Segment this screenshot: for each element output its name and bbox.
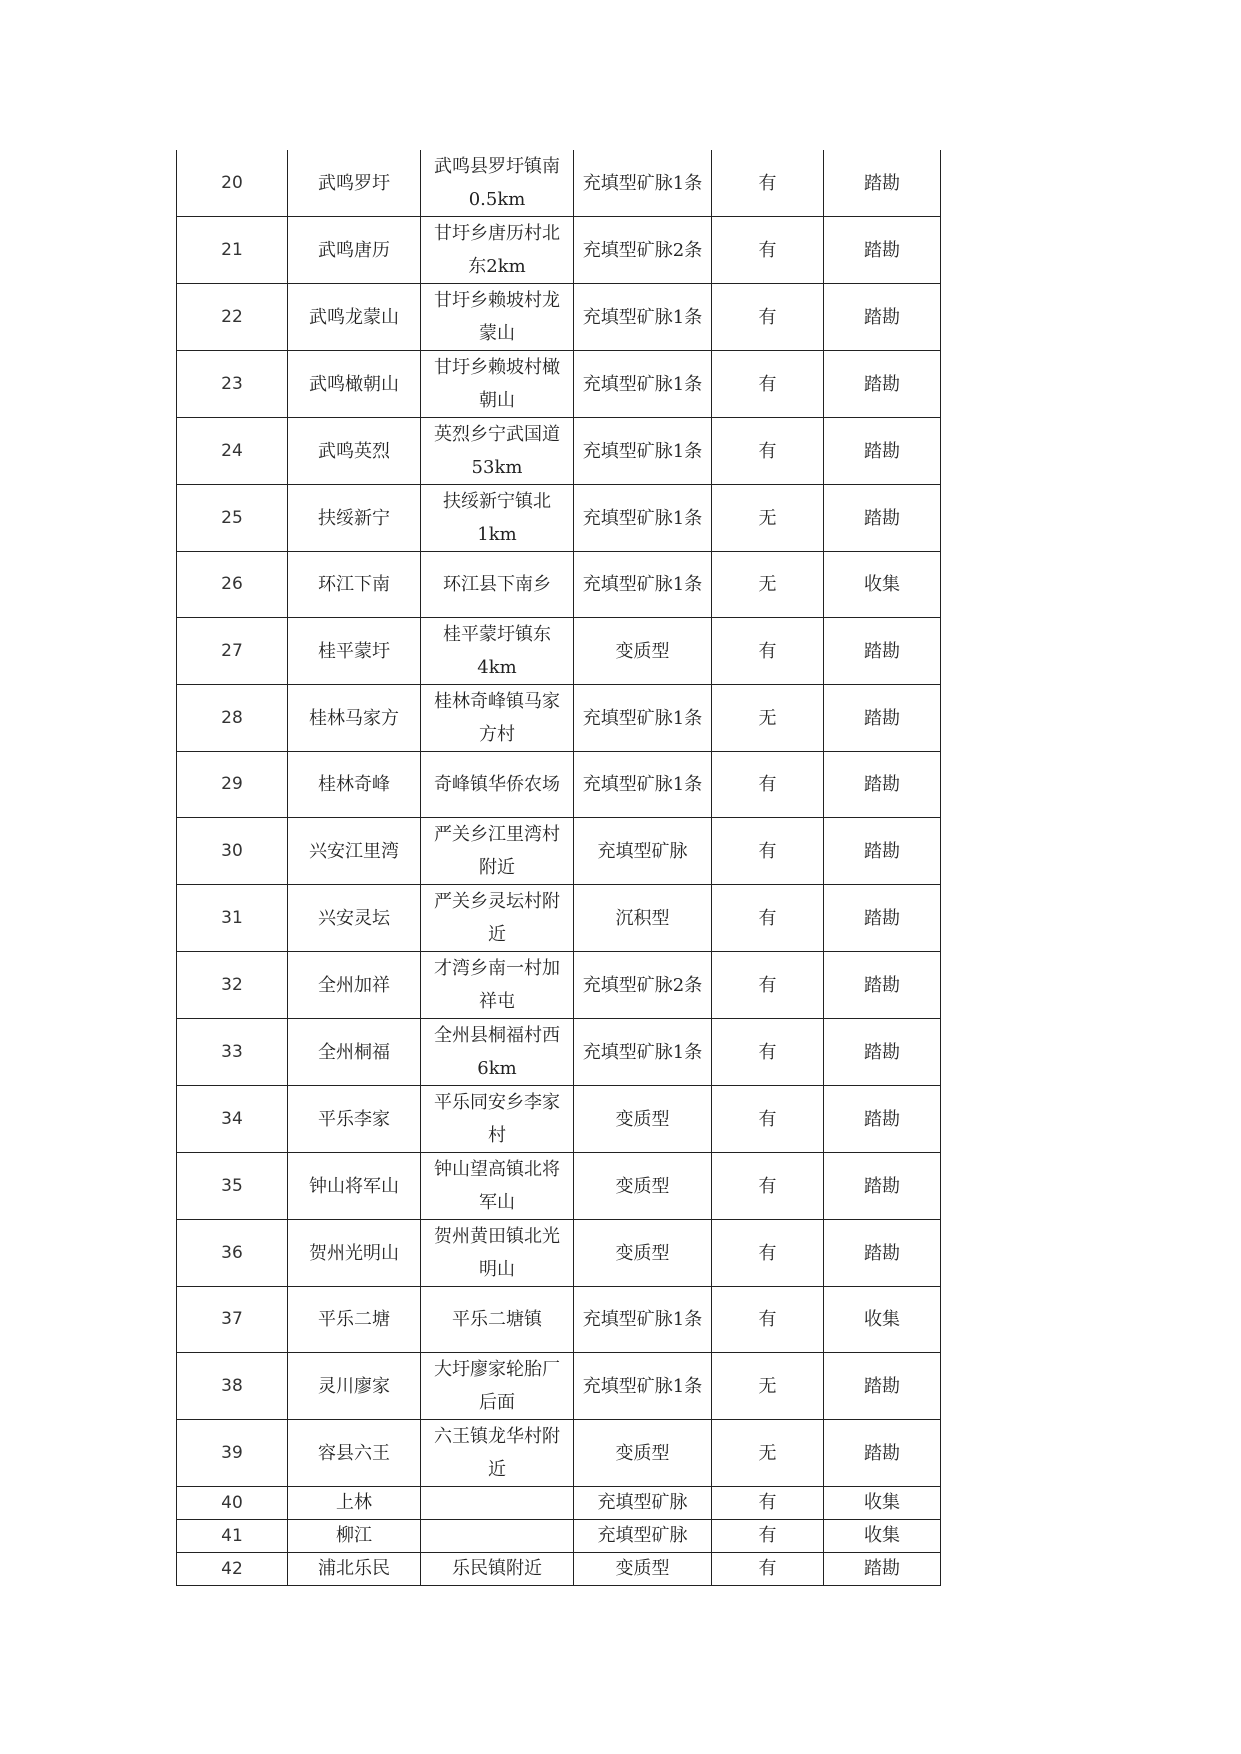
deposit-type-cell: 充填型矿脉1条 xyxy=(574,1287,712,1353)
availability-cell: 有 xyxy=(712,418,824,485)
deposit-type-cell: 充填型矿脉1条 xyxy=(574,752,712,818)
table-row xyxy=(177,150,941,217)
row-number-cell: 34 xyxy=(177,1086,288,1153)
availability-cell: 有 xyxy=(712,351,824,418)
availability-cell: 无 xyxy=(712,485,824,552)
availability-cell: 有 xyxy=(712,752,824,818)
location-cell: 严关乡江里湾村附近 xyxy=(421,818,574,885)
availability-cell: 有 xyxy=(712,150,824,217)
table-row xyxy=(177,1220,941,1287)
deposit-type-cell: 变质型 xyxy=(574,1086,712,1153)
site-name-cell: 平乐二塘 xyxy=(288,1287,421,1353)
location-cell: 扶绥新宁镇北1km xyxy=(421,485,574,552)
location-cell: 环江县下南乡 xyxy=(421,552,574,618)
table-row xyxy=(177,685,941,752)
availability-cell: 有 xyxy=(712,1153,824,1220)
work-status-cell: 踏勘 xyxy=(824,1353,941,1420)
work-status-cell: 踏勘 xyxy=(824,418,941,485)
work-status-cell: 踏勘 xyxy=(824,685,941,752)
table-row xyxy=(177,217,941,284)
availability-cell: 有 xyxy=(712,1553,824,1586)
work-status-cell: 踏勘 xyxy=(824,752,941,818)
location-cell: 贺州黄田镇北光明山 xyxy=(421,1220,574,1287)
site-name-cell: 桂林马家方 xyxy=(288,685,421,752)
work-status-cell: 收集 xyxy=(824,552,941,618)
row-number-cell: 36 xyxy=(177,1220,288,1287)
table-row xyxy=(177,284,941,351)
site-name-cell: 桂林奇峰 xyxy=(288,752,421,818)
site-name-cell: 兴安江里湾 xyxy=(288,818,421,885)
site-name-cell: 扶绥新宁 xyxy=(288,485,421,552)
row-number-cell: 37 xyxy=(177,1287,288,1353)
deposit-type-cell: 充填型矿脉2条 xyxy=(574,952,712,1019)
location-cell: 奇峰镇华侨农场 xyxy=(421,752,574,818)
site-name-cell: 兴安灵坛 xyxy=(288,885,421,952)
deposit-type-cell: 充填型矿脉1条 xyxy=(574,284,712,351)
row-number-cell: 25 xyxy=(177,485,288,552)
row-number-cell: 20 xyxy=(177,150,288,217)
row-number-cell: 33 xyxy=(177,1019,288,1086)
availability-cell: 无 xyxy=(712,552,824,618)
location-cell: 平乐二塘镇 xyxy=(421,1287,574,1353)
location-cell: 平乐同安乡李家村 xyxy=(421,1086,574,1153)
location-cell: 六王镇龙华村附近 xyxy=(421,1420,574,1487)
work-status-cell: 收集 xyxy=(824,1520,941,1553)
site-name-cell: 钟山将军山 xyxy=(288,1153,421,1220)
availability-cell: 无 xyxy=(712,685,824,752)
deposit-type-cell: 变质型 xyxy=(574,1153,712,1220)
row-number-cell: 21 xyxy=(177,217,288,284)
row-number-cell: 40 xyxy=(177,1487,288,1520)
row-number-cell: 29 xyxy=(177,752,288,818)
row-number-cell: 39 xyxy=(177,1420,288,1487)
deposit-type-cell: 变质型 xyxy=(574,1220,712,1287)
row-number-cell: 41 xyxy=(177,1520,288,1553)
table-row xyxy=(177,1086,941,1153)
availability-cell: 无 xyxy=(712,1420,824,1487)
work-status-cell: 踏勘 xyxy=(824,885,941,952)
table-row xyxy=(177,1353,941,1420)
deposit-type-cell: 充填型矿脉 xyxy=(574,818,712,885)
site-name-cell: 武鸣英烈 xyxy=(288,418,421,485)
work-status-cell: 踏勘 xyxy=(824,818,941,885)
work-status-cell: 踏勘 xyxy=(824,1153,941,1220)
deposit-table xyxy=(176,150,941,1586)
deposit-type-cell: 充填型矿脉1条 xyxy=(574,1353,712,1420)
deposit-type-cell: 变质型 xyxy=(574,1553,712,1586)
table-row xyxy=(177,418,941,485)
availability-cell: 有 xyxy=(712,1487,824,1520)
location-cell: 钟山望高镇北将军山 xyxy=(421,1153,574,1220)
availability-cell: 无 xyxy=(712,1353,824,1420)
table-row xyxy=(177,1420,941,1487)
site-name-cell: 全州加祥 xyxy=(288,952,421,1019)
work-status-cell: 踏勘 xyxy=(824,217,941,284)
location-cell: 甘圩乡赖坡村橄朝山 xyxy=(421,351,574,418)
availability-cell: 有 xyxy=(712,1520,824,1553)
location-cell: 大圩廖家轮胎厂后面 xyxy=(421,1353,574,1420)
location-cell: 才湾乡南一村加祥屯 xyxy=(421,952,574,1019)
work-status-cell: 收集 xyxy=(824,1487,941,1520)
site-name-cell: 武鸣龙蒙山 xyxy=(288,284,421,351)
deposit-type-cell: 变质型 xyxy=(574,1420,712,1487)
row-number-cell: 27 xyxy=(177,618,288,685)
row-number-cell: 42 xyxy=(177,1553,288,1586)
availability-cell: 有 xyxy=(712,1220,824,1287)
deposit-type-cell: 充填型矿脉1条 xyxy=(574,150,712,217)
site-name-cell: 容县六王 xyxy=(288,1420,421,1487)
site-name-cell: 武鸣橄朝山 xyxy=(288,351,421,418)
row-number-cell: 31 xyxy=(177,885,288,952)
table-row xyxy=(177,552,941,618)
row-number-cell: 38 xyxy=(177,1353,288,1420)
table-body xyxy=(177,150,941,1586)
availability-cell: 有 xyxy=(712,1287,824,1353)
work-status-cell: 踏勘 xyxy=(824,351,941,418)
site-name-cell: 武鸣唐历 xyxy=(288,217,421,284)
work-status-cell: 踏勘 xyxy=(824,1553,941,1586)
deposit-type-cell: 充填型矿脉2条 xyxy=(574,217,712,284)
table-row xyxy=(177,618,941,685)
site-name-cell: 武鸣罗圩 xyxy=(288,150,421,217)
site-name-cell: 平乐李家 xyxy=(288,1086,421,1153)
deposit-type-cell: 充填型矿脉 xyxy=(574,1520,712,1553)
deposit-type-cell: 充填型矿脉 xyxy=(574,1487,712,1520)
row-number-cell: 32 xyxy=(177,952,288,1019)
work-status-cell: 踏勘 xyxy=(824,485,941,552)
site-name-cell: 浦北乐民 xyxy=(288,1553,421,1586)
site-name-cell: 环江下南 xyxy=(288,552,421,618)
site-name-cell: 柳江 xyxy=(288,1520,421,1553)
location-cell: 武鸣县罗圩镇南0.5km xyxy=(421,150,574,217)
location-cell: 桂林奇峰镇马家方村 xyxy=(421,685,574,752)
deposit-type-cell: 充填型矿脉1条 xyxy=(574,418,712,485)
location-cell: 严关乡灵坛村附近 xyxy=(421,885,574,952)
deposit-type-cell: 充填型矿脉1条 xyxy=(574,1019,712,1086)
location-cell: 甘圩乡唐历村北东2km xyxy=(421,217,574,284)
table-row xyxy=(177,752,941,818)
table-row xyxy=(177,1520,941,1553)
availability-cell: 有 xyxy=(712,952,824,1019)
location-cell xyxy=(421,1487,574,1520)
location-cell: 英烈乡宁武国道53km xyxy=(421,418,574,485)
availability-cell: 有 xyxy=(712,885,824,952)
site-name-cell: 上林 xyxy=(288,1487,421,1520)
work-status-cell: 踏勘 xyxy=(824,284,941,351)
site-name-cell: 全州桐福 xyxy=(288,1019,421,1086)
table-row xyxy=(177,1287,941,1353)
site-name-cell: 灵川廖家 xyxy=(288,1353,421,1420)
deposit-type-cell: 充填型矿脉1条 xyxy=(574,685,712,752)
availability-cell: 有 xyxy=(712,1019,824,1086)
deposit-type-cell: 充填型矿脉1条 xyxy=(574,552,712,618)
table-row xyxy=(177,351,941,418)
site-name-cell: 贺州光明山 xyxy=(288,1220,421,1287)
availability-cell: 有 xyxy=(712,618,824,685)
table-row xyxy=(177,1153,941,1220)
deposit-type-cell: 充填型矿脉1条 xyxy=(574,485,712,552)
table-row xyxy=(177,1487,941,1520)
work-status-cell: 踏勘 xyxy=(824,618,941,685)
work-status-cell: 踏勘 xyxy=(824,1086,941,1153)
work-status-cell: 踏勘 xyxy=(824,952,941,1019)
work-status-cell: 踏勘 xyxy=(824,150,941,217)
location-cell: 甘圩乡赖坡村龙蒙山 xyxy=(421,284,574,351)
table-row xyxy=(177,818,941,885)
table-row xyxy=(177,952,941,1019)
location-cell: 乐民镇附近 xyxy=(421,1553,574,1586)
location-cell: 桂平蒙圩镇东4km xyxy=(421,618,574,685)
row-number-cell: 30 xyxy=(177,818,288,885)
row-number-cell: 35 xyxy=(177,1153,288,1220)
availability-cell: 有 xyxy=(712,284,824,351)
availability-cell: 有 xyxy=(712,217,824,284)
deposit-type-cell: 沉积型 xyxy=(574,885,712,952)
table-row xyxy=(177,1553,941,1586)
row-number-cell: 22 xyxy=(177,284,288,351)
table-row xyxy=(177,1019,941,1086)
row-number-cell: 24 xyxy=(177,418,288,485)
deposit-type-cell: 充填型矿脉1条 xyxy=(574,351,712,418)
table-row xyxy=(177,485,941,552)
row-number-cell: 28 xyxy=(177,685,288,752)
availability-cell: 有 xyxy=(712,1086,824,1153)
table-row xyxy=(177,885,941,952)
work-status-cell: 踏勘 xyxy=(824,1220,941,1287)
work-status-cell: 踏勘 xyxy=(824,1420,941,1487)
site-name-cell: 桂平蒙圩 xyxy=(288,618,421,685)
row-number-cell: 23 xyxy=(177,351,288,418)
availability-cell: 有 xyxy=(712,818,824,885)
location-cell xyxy=(421,1520,574,1553)
location-cell: 全州县桐福村西6km xyxy=(421,1019,574,1086)
work-status-cell: 收集 xyxy=(824,1287,941,1353)
deposit-type-cell: 变质型 xyxy=(574,618,712,685)
work-status-cell: 踏勘 xyxy=(824,1019,941,1086)
row-number-cell: 26 xyxy=(177,552,288,618)
